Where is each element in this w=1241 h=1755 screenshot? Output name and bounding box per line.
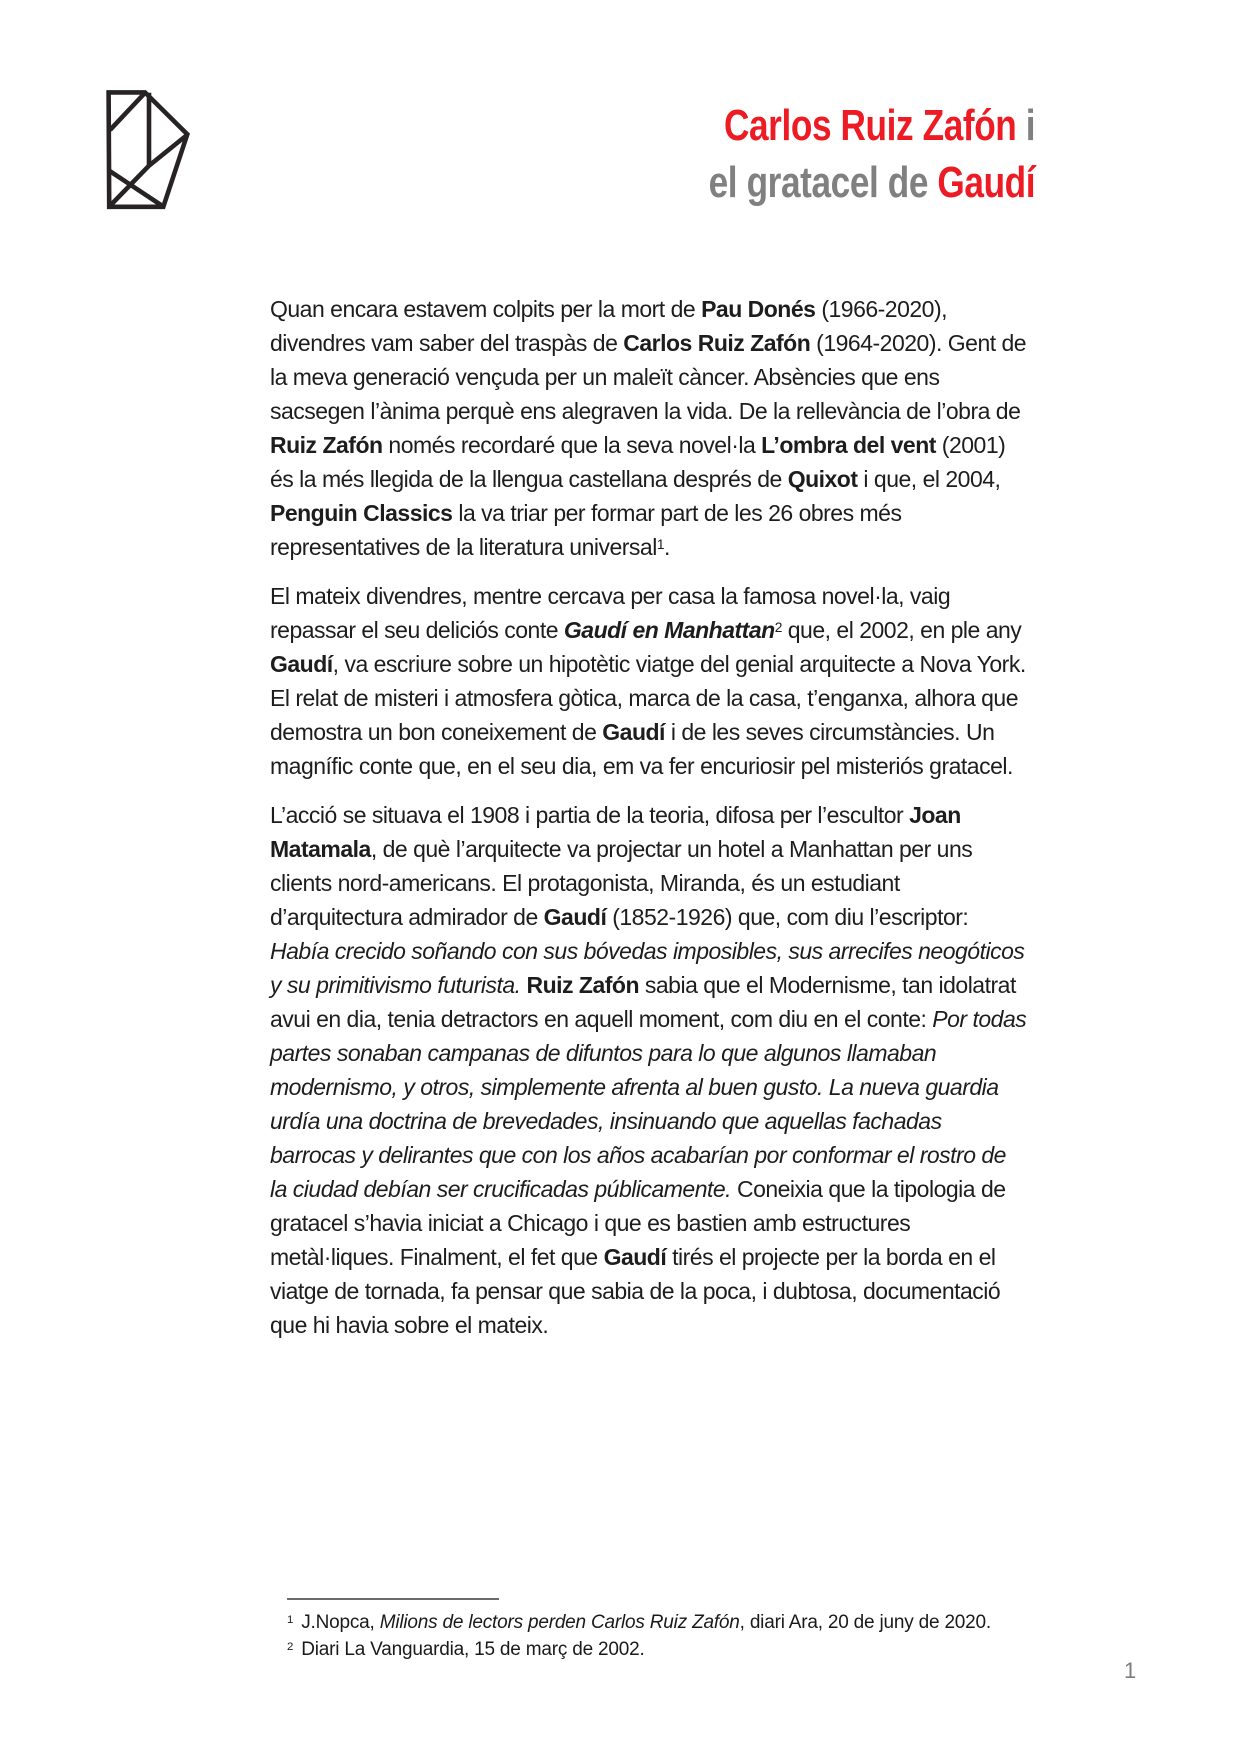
- superscript-ref: 1: [656, 536, 665, 552]
- text-run: Gaudí: [937, 158, 1035, 207]
- text-run: Joan Matamala: [270, 802, 961, 862]
- text-run: Gaudí: [270, 651, 333, 677]
- text-run: tirés el projecte per la borda en el viatge de tornada, fa pensar que sabia de la poca, i dubtosa, documentació que hi havia sobre el mateix.: [270, 1244, 1001, 1338]
- text-run: , de què l’arquitecte va projectar un hotel a Manhattan per uns clients nord-americans. El protagonista, Miranda, és un estudiant d’arquitectura admirador de: [270, 836, 973, 930]
- text-run: Gaudí: [603, 1244, 667, 1270]
- footnote: [287, 1609, 1027, 1636]
- text-run: només recordaré que la seva novel·la: [382, 432, 762, 458]
- body-paragraph: [270, 292, 1028, 564]
- text-run: el gratacel de: [708, 158, 938, 207]
- text-run: (1966-2020), divendres vam saber del traspàs de: [270, 296, 948, 356]
- text-run: .: [664, 534, 670, 560]
- text-run: Penguin Classics: [270, 500, 453, 526]
- text-run: Milions de lectors perden Carlos Ruiz Zafón: [379, 1612, 740, 1633]
- text-run: Gaudí en Manhattan: [563, 617, 775, 643]
- text-run: (2001) és la més llegida de la llengua castellana després de: [270, 432, 1006, 492]
- text-run: (1852-1926) que, com diu l’escriptor:: [606, 904, 969, 930]
- text-run: Ruiz Zafón: [526, 972, 639, 998]
- body-paragraph: [270, 798, 1028, 1342]
- footnote: [287, 1636, 1027, 1663]
- footnote-marker: 2: [287, 1640, 294, 1653]
- text-run: Gaudí: [602, 719, 665, 745]
- text-run: L’ombra del vent: [761, 432, 936, 458]
- superscript-ref: 2: [774, 619, 782, 635]
- text-run: Por todas partes sonaban campanas de difuntos para lo que algunos llamaban modernismo, y otros, simplemente afrenta al buen gusto. La nueva guardia urdía una doctrina de brevedades, insinuando que aquellas fachadas barrocas y delirantes que con los años acabarían por conformar el rostro de la ciudad debían ser crucificadas públicamente.: [270, 1006, 1027, 1202]
- text-run: i que, el 2004,: [857, 466, 1001, 492]
- text-run: , diari Ara, 20 de juny de 2020.: [739, 1612, 991, 1633]
- text-run: que, el 2002, en ple any: [781, 617, 1022, 643]
- footnote-separator: [287, 1598, 499, 1600]
- footnotes: [287, 1598, 1027, 1663]
- body-text: [270, 292, 1028, 1357]
- document-title: [708, 97, 1035, 211]
- footnote-marker: 1: [287, 1613, 294, 1626]
- logo-icon: [106, 90, 190, 210]
- text-run: i: [1016, 101, 1035, 150]
- text-run: Había crecido soñando con sus bóvedas imposibles, sus arrecifes neogóticos y su primitivismo futurista.: [270, 938, 1025, 998]
- text-run: Carlos Ruiz Zafón: [623, 330, 811, 356]
- text-run: Carlos Ruiz Zafón: [723, 101, 1017, 150]
- text-run: Ruiz Zafón: [270, 432, 383, 458]
- text-run: L’acció se situava el 1908 i partia de la teoria, difosa per l’escultor: [270, 802, 910, 828]
- text-run: El mateix divendres, mentre cercava per casa la famosa novel·la, vaig repassar el seu deliciós conte: [270, 583, 951, 643]
- page-number: 1: [1124, 1658, 1137, 1683]
- footnote-list: [287, 1609, 1027, 1663]
- text-run: Quan encara estavem colpits per la mort de: [270, 296, 702, 322]
- title-line: [708, 154, 1035, 211]
- text-run: , va escriure sobre un hipotètic viatge del genial arquitecte a Nova York. El relat de misteri i atmosfera gòtica, marca de la casa, t’enganxa, alhora que demostra un bon coneixement de: [270, 651, 1026, 745]
- text-run: Diari La Vanguardia, 15 de març de 2002.: [301, 1639, 645, 1660]
- text-run: Pau Donés: [701, 296, 816, 322]
- title-line: [708, 97, 1035, 154]
- text-run: Quixot: [787, 466, 858, 492]
- text-run: Gaudí: [543, 904, 607, 930]
- text-run: i de les seves circumstàncies. Un magnífic conte que, en el seu dia, em va fer encuriosir pel misteriós gratacel.: [270, 719, 1013, 779]
- text-run: sabia que el Modernisme, tan idolatrat avui en dia, tenia detractors en aquell moment, com diu en el conte:: [270, 972, 1016, 1032]
- text-run: (1964-2020). Gent de la meva generació vençuda per un maleït càncer. Absències que ens sacsegen l’ànima perquè ens alegraven la vida. De la rellevància de l’obra de: [270, 330, 1027, 424]
- text-run: la va triar per formar part de les 26 obres més representatives de la literatura universal: [270, 500, 902, 560]
- text-run: J.Nopca,: [301, 1612, 380, 1633]
- text-run: Coneixia que la tipologia de gratacel s’havia iniciat a Chicago i que es bastien amb estructures metàl·liques. Finalment, el fet que: [270, 1176, 1006, 1270]
- body-paragraph: [270, 579, 1028, 783]
